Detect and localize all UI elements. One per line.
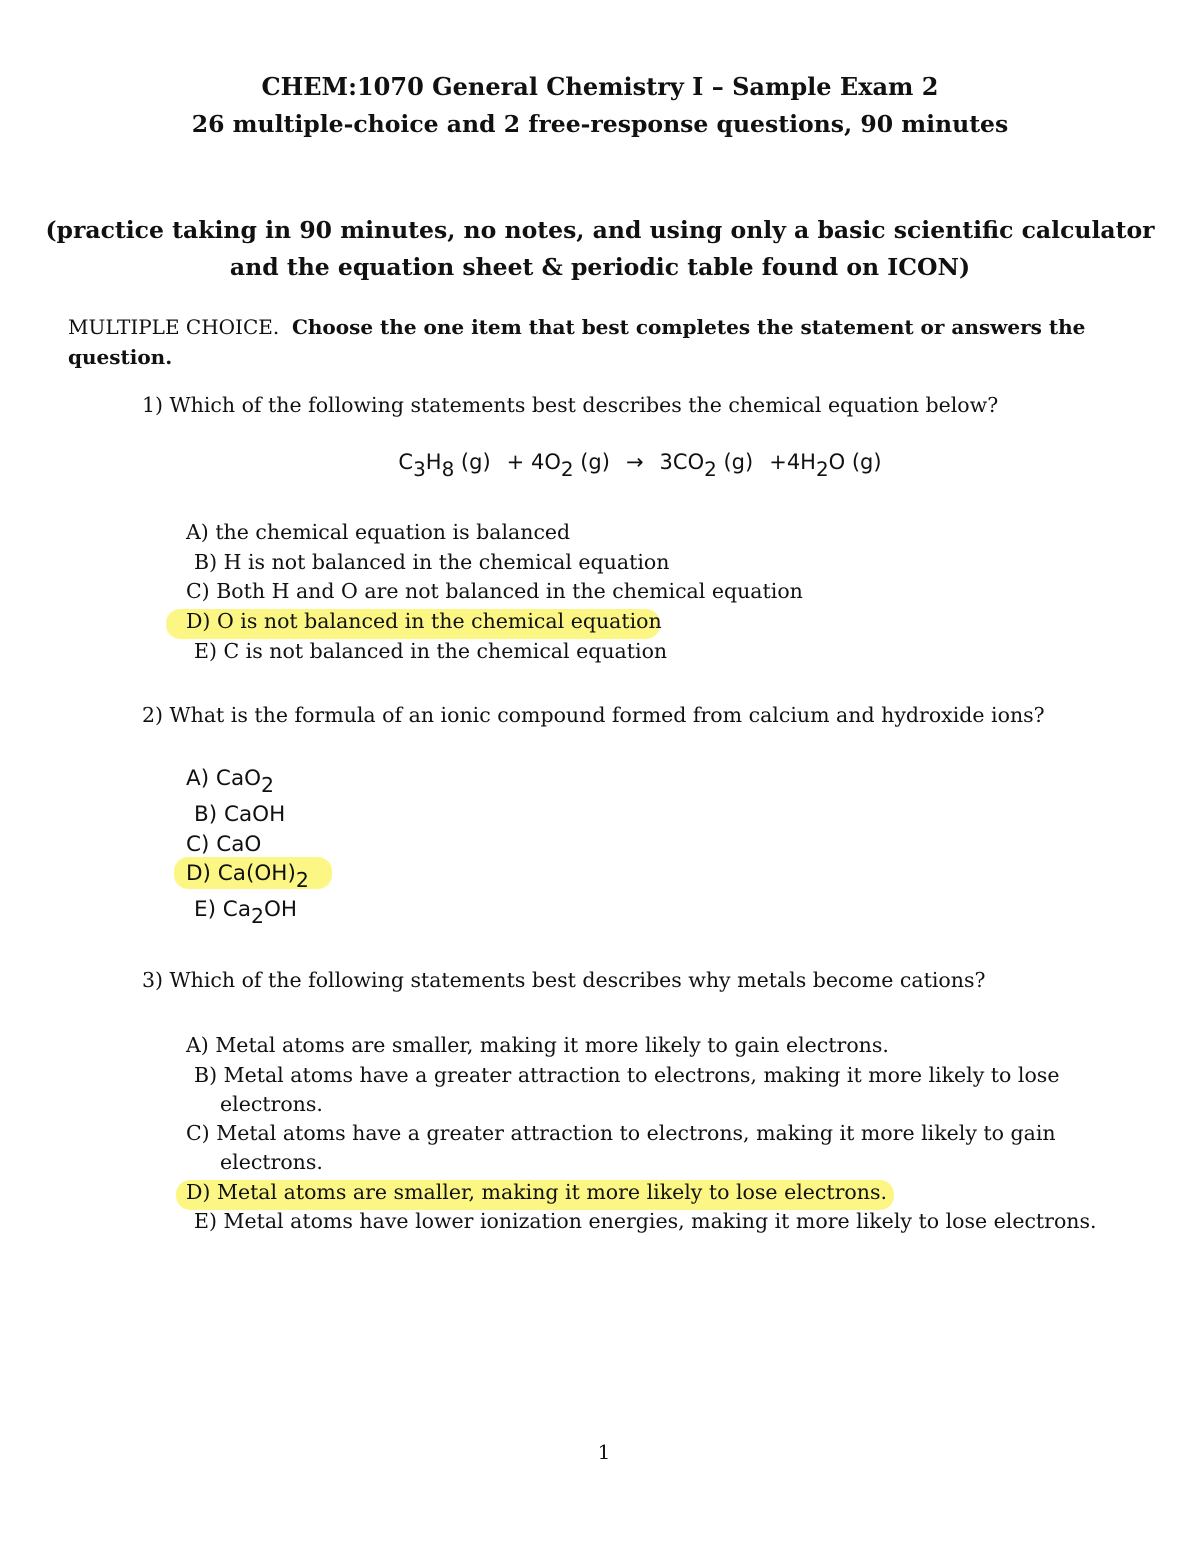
q3-option-b-continued: electrons. [220, 1092, 323, 1116]
exam-note-line-2: and the equation sheet & periodic table found on ICON) [229, 253, 971, 281]
exam-subtitle: 26 multiple-choice and 2 free-response questions, 90 minutes [191, 110, 1009, 138]
instructions-label: MULTIPLE CHOICE. [68, 315, 280, 339]
q2-option-d: D) $Ca(OH)_2$ [186, 861, 309, 893]
q1-option-c: C) Both H and O are not balanced in the chemical equation [186, 579, 803, 603]
q2-option-e: E) $Ca_2OH$ [194, 897, 298, 929]
q1-option-e: E) C is not balanced in the chemical equation [194, 639, 668, 663]
instructions-line-2 [68, 345, 172, 369]
q1-option-b: B) H is not balanced in the chemical equation [194, 550, 670, 574]
q2-option-b: B) CaOH [194, 802, 286, 827]
q1-option-d: D) O is not balanced in the chemical equation [186, 609, 662, 633]
page-number: 1 [597, 1440, 611, 1464]
q3-option-b: B) Metal atoms have a greater attraction to electrons, making it more likely to lose [194, 1063, 1060, 1087]
instructions-text-2: question. [68, 345, 173, 369]
question-3-prompt: 3) Which of the following statements best describes why metals become cations? [142, 968, 986, 992]
exam-note-line-1: (practice taking in 90 minutes, no notes, and using only a basic scientific calculator [45, 216, 1155, 244]
exam-title: CHEM:1070 General Chemistry I – Sample Exam 2 [261, 72, 939, 101]
q2-option-c: C) CaO [186, 832, 262, 857]
q2-option-a: A) CaO$_2$ [186, 766, 275, 798]
q3-option-e: E) Metal atoms have lower ionization energies, making it more likely to lose electrons. [194, 1209, 1097, 1233]
question-1-prompt: 1) Which of the following statements best describes the chemical equation below? [142, 393, 999, 417]
q3-option-c-continued: electrons. [220, 1150, 323, 1174]
reaction-arrow-icon: → [625, 450, 644, 474]
q1-option-a: A) the chemical equation is balanced [186, 520, 571, 544]
instructions-line-1 [68, 315, 1085, 339]
q3-option-a: A) Metal atoms are smaller, making it more likely to gain electrons. [186, 1033, 889, 1057]
q3-option-d: D) Metal atoms are smaller, making it more likely to lose electrons. [186, 1180, 887, 1204]
question-2-prompt: 2) What is the formula of an ionic compound formed from calcium and hydroxide ions? [142, 703, 1045, 727]
question-1-equation: $C_3H_8$ $(g) + 4O_2$ $(g) \to 3CO_2$ $(g) +4H_2O$ (g) [398, 450, 882, 481]
q3-option-c: C) Metal atoms have a greater attraction to electrons, making it more likely to gain [186, 1121, 1056, 1145]
instructions-text-1: Choose the one item that best completes the statement or answers the [291, 315, 1086, 339]
